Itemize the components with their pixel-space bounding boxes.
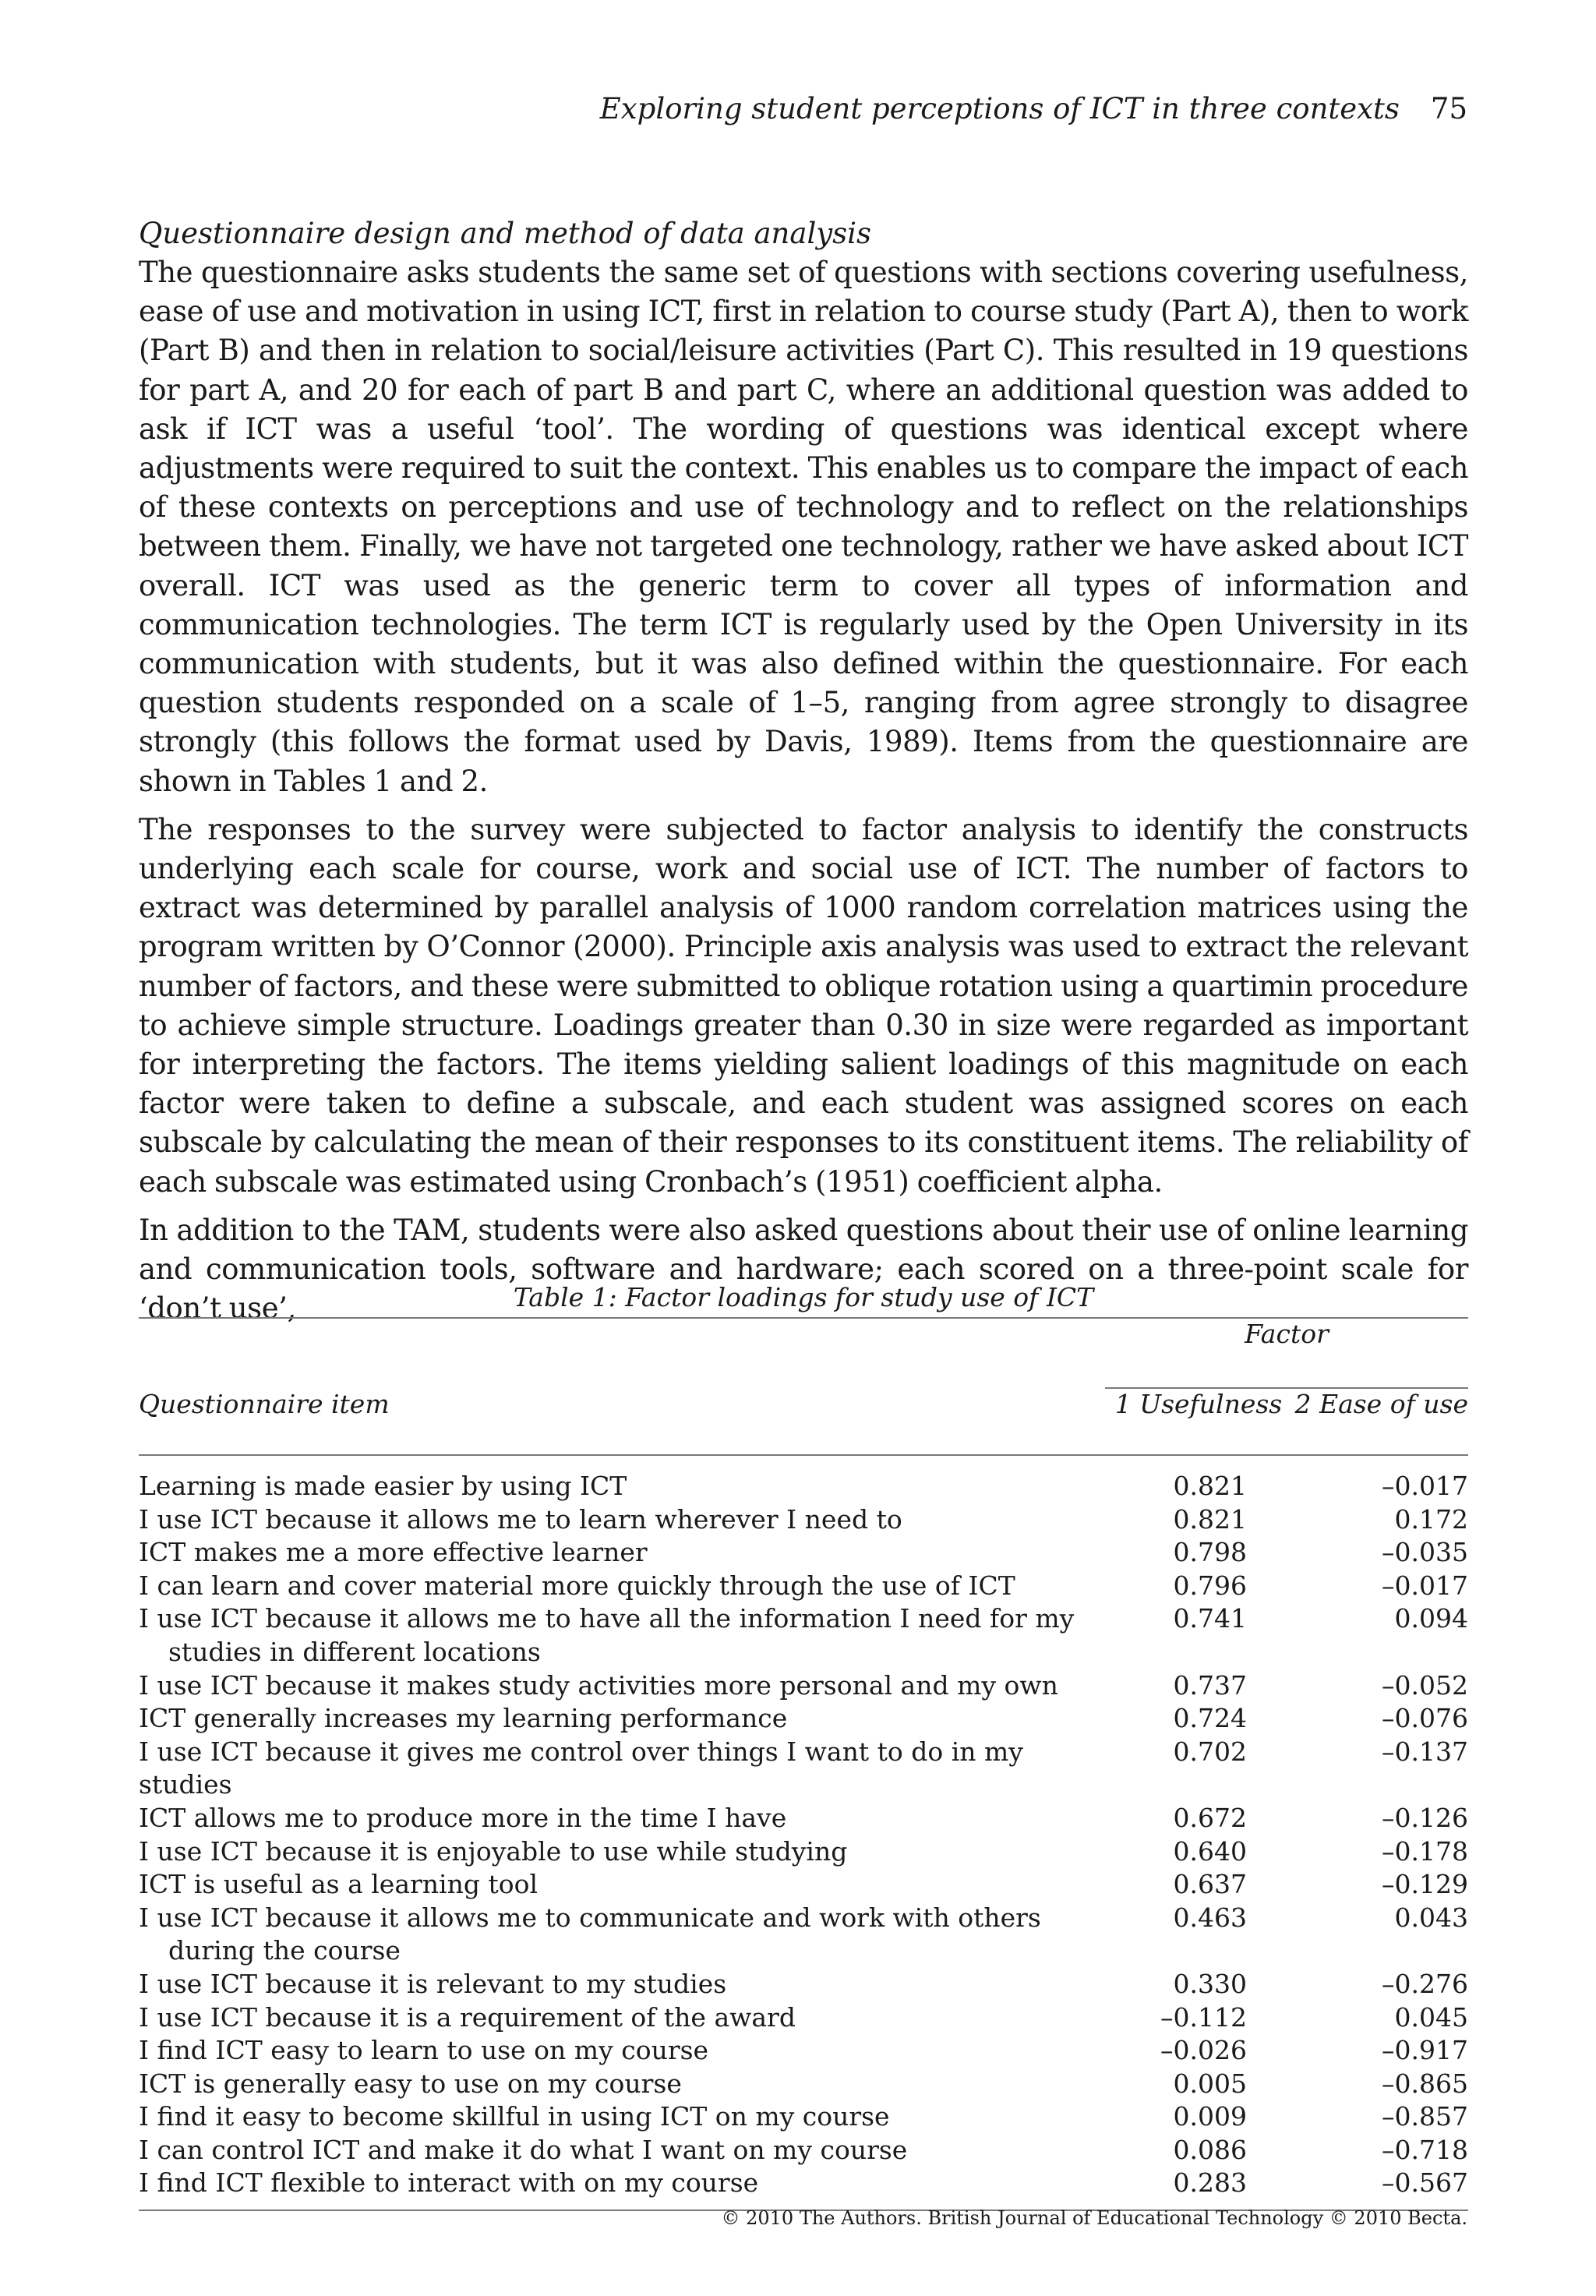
ease-of-use-loading: –0.718: [1382, 2134, 1468, 2165]
usefulness-loading: 0.821: [1173, 1471, 1247, 1501]
ease-of-use-loading: –0.276: [1382, 1968, 1468, 1999]
ease-of-use-loading: –0.017: [1382, 1471, 1468, 1501]
questionnaire-item: I can learn and cover material more quickly through the use of ICT: [139, 1570, 1015, 1601]
usefulness-loading: –0.112: [1160, 2001, 1247, 2033]
questionnaire-item: I use ICT because it allows me to learn wherever I need to: [139, 1503, 902, 1535]
table-row: [139, 1669, 1468, 1703]
usefulness-loading: 0.637: [1173, 1869, 1247, 1900]
questionnaire-item-cell: [139, 1968, 1105, 2001]
questionnaire-item: I can control ICT and make it do what I want on my course: [139, 2134, 908, 2165]
ease-of-use-loading: –0.126: [1382, 1802, 1468, 1833]
table-row: [139, 1902, 1468, 1968]
paragraph-questionnaire-design: The questionnaire asks students the same set of questions with sections covering usefulness, ease of use and motivation in using ICT, first in relation to course study (Part A), then to work (Part B) and then in relation to social/leisure activities (Part C). This resulted in 19 questions for part A, and 20 for each of part B and part C, where an additional question was added to ask if ICT was a useful ‘tool’. The wording of questions was identical except where adjustments were required to suit the context. This enables us to compare the impact of each of these contexts on perceptions and use of technology and to reflect on the relationships between them. Finally, we have not targeted one technology, rather we have asked about ICT overall. ICT was used as the generic term to cover all types of information and communication technologies. The term ICT is regularly used by the Open University in its communication with students, but it was also defined within the questionnaire. For each question students responded on a scale of 1–5, ranging from agree strongly to disagree strongly (this follows the format used by Davis, 1989). Items from the questionnaire are shown in Tables 1 and 2.: [139, 256, 1468, 798]
ease-of-use-loading: –0.865: [1382, 2068, 1468, 2099]
questionnaire-item: I use ICT because it gives me control over things I want to do in my studies: [139, 1736, 1023, 1800]
table-row: [139, 2001, 1468, 2035]
copyright-footer: © 2010 The Authors. British Journal of Educational Technology © 2010 Becta.: [721, 2207, 1467, 2229]
running-head: [600, 92, 1467, 125]
questionnaire-item: ICT is useful as a learning tool: [139, 1869, 538, 1900]
questionnaire-item: I use ICT because it is enjoyable to use while studying: [139, 1835, 848, 1867]
questionnaire-item-continuation: studies in different locations: [168, 1636, 541, 1667]
questionnaire-item: ICT allows me to produce more in the time I have: [139, 1802, 787, 1833]
usefulness-loading: 0.009: [1173, 2101, 1247, 2132]
ease-of-use-loading: –0.129: [1382, 1869, 1468, 1900]
questionnaire-item-cell: [139, 2167, 1105, 2200]
questionnaire-item-cell: [139, 1669, 1105, 1703]
section-heading: Questionnaire design and method of data analysis: [139, 217, 871, 250]
paragraph-tam-tools: In addition to the TAM, students were also asked questions about their use of online learning and communication tools, software and hardware; each scored on a three-point scale for ‘don’t use’,: [139, 1213, 1468, 1326]
table-row: [139, 1835, 1468, 1869]
table-caption: Table 1: Factor loadings for study use of ICT: [513, 1282, 1094, 1312]
questionnaire-item-continuation: during the course: [168, 1935, 401, 1966]
usefulness-loading: 0.724: [1173, 1703, 1247, 1734]
usefulness-loading: 0.086: [1173, 2134, 1247, 2165]
table-row: [139, 1868, 1468, 1902]
questionnaire-item: I find it easy to become skillful in using ICT on my course: [139, 2101, 890, 2132]
table-row: [139, 1570, 1468, 1603]
questionnaire-item-cell: [139, 1802, 1105, 1835]
questionnaire-item-cell: [139, 2068, 1105, 2101]
table-row: [139, 1802, 1468, 1835]
questionnaire-item: I use ICT because it makes study activities more personal and my own: [139, 1669, 1058, 1701]
usefulness-loading: 0.463: [1173, 1902, 1247, 1933]
questionnaire-item-cell: [139, 1602, 1105, 1669]
factor-loadings-table: [139, 1319, 1468, 2211]
questionnaire-item: Learning is made easier by using ICT: [139, 1471, 627, 1501]
factor-loadings-table-block: [139, 1278, 1468, 2211]
ease-of-use-loading: –0.857: [1382, 2101, 1468, 2132]
table-row: [139, 1736, 1468, 1802]
usefulness-loading: –0.026: [1160, 2035, 1247, 2066]
usefulness-loading: 0.798: [1173, 1537, 1247, 1568]
table-row: [139, 1536, 1468, 1570]
questionnaire-item-cell: [139, 1570, 1105, 1603]
usefulness-loading: 0.005: [1173, 2068, 1247, 2099]
column-header-item: Questionnaire item: [139, 1389, 1105, 1455]
questionnaire-item: I use ICT because it allows me to have all the information I need for my: [139, 1603, 1075, 1634]
ease-of-use-loading: –0.035: [1382, 1537, 1468, 1568]
questionnaire-item-cell: [139, 2134, 1105, 2167]
table-row: [139, 2167, 1468, 2200]
ease-of-use-loading: 0.045: [1394, 2001, 1468, 2033]
table-row: [139, 1503, 1468, 1537]
running-title: Exploring student perceptions of ICT in three contexts: [599, 92, 1400, 125]
table-row: [139, 2068, 1468, 2101]
usefulness-loading: 0.821: [1173, 1503, 1247, 1535]
ease-of-use-loading: –0.137: [1382, 1736, 1468, 1767]
ease-of-use-loading: –0.076: [1382, 1703, 1468, 1734]
page-number: 75: [1430, 92, 1467, 125]
questionnaire-item-cell: [139, 1835, 1105, 1869]
questionnaire-item-cell: [139, 2034, 1105, 2068]
ease-of-use-loading: –0.178: [1382, 1835, 1468, 1867]
questionnaire-item-cell: [139, 1702, 1105, 1736]
table-row: [139, 1702, 1468, 1736]
body-text: [139, 214, 1468, 1337]
paragraph-factor-analysis: The responses to the survey were subjected to factor analysis to identify the constructs underlying each scale for course, work and social use of ICT. The number of factors to extract was determined by parallel analysis of 1000 random correlation matrices using the program written by O’Connor (2000). Principle axis analysis was used to extract the relevant number of factors, and these were submitted to oblique rotation using a quartimin procedure to achieve simple structure. Loadings greater than 0.30 in size were regarded as important for interpreting the factors. The items yielding salient loadings of this magnitude on each factor were taken to define a subscale, and each student was assigned scores on each subscale by calculating the mean of their responses to its constituent items. The reliability of each subscale was estimated using Cronbach’s (1951) coefficient alpha.: [139, 812, 1468, 1199]
questionnaire-item: I use ICT because it is a requirement of the award: [139, 2001, 796, 2033]
column-header-usefulness: 1 Usefulness: [1105, 1389, 1292, 1455]
usefulness-loading: 0.796: [1173, 1570, 1247, 1601]
table-row: [139, 1470, 1468, 1503]
table-row: [139, 2134, 1468, 2167]
questionnaire-item-cell: [139, 1536, 1105, 1570]
table-row: [139, 1968, 1468, 2001]
ease-of-use-loading: –0.017: [1382, 1570, 1468, 1601]
ease-of-use-loading: –0.052: [1382, 1669, 1468, 1701]
usefulness-loading: 0.283: [1173, 2167, 1247, 2199]
column-header-ease-of-use: 2 Ease of use: [1292, 1389, 1468, 1455]
questionnaire-item-cell: [139, 1736, 1105, 1802]
table-row: [139, 1602, 1468, 1669]
questionnaire-item: I use ICT because it is relevant to my studies: [139, 1968, 727, 1999]
questionnaire-item-cell: [139, 1470, 1105, 1503]
factor-header: Factor: [1105, 1319, 1468, 1389]
ease-of-use-loading: –0.917: [1382, 2035, 1468, 2066]
table-row: [139, 2100, 1468, 2134]
questionnaire-item: I find ICT easy to learn to use on my course: [139, 2035, 709, 2066]
questionnaire-item: I find ICT flexible to interact with on my course: [139, 2167, 759, 2199]
ease-of-use-loading: 0.094: [1394, 1603, 1468, 1634]
usefulness-loading: 0.640: [1173, 1835, 1247, 1867]
ease-of-use-loading: 0.043: [1394, 1902, 1468, 1933]
questionnaire-item: ICT is generally easy to use on my course: [139, 2068, 682, 2099]
table-body: [139, 1455, 1468, 2210]
ease-of-use-loading: 0.172: [1394, 1503, 1468, 1535]
questionnaire-item: I use ICT because it allows me to communicate and work with others: [139, 1902, 1041, 1933]
questionnaire-item-cell: [139, 2100, 1105, 2134]
questionnaire-item: ICT generally increases my learning performance: [139, 1703, 788, 1734]
questionnaire-item-cell: [139, 2001, 1105, 2035]
usefulness-loading: 0.330: [1173, 1968, 1247, 1999]
questionnaire-item-cell: [139, 1868, 1105, 1902]
usefulness-loading: 0.702: [1173, 1736, 1247, 1767]
questionnaire-item: ICT makes me a more effective learner: [139, 1537, 648, 1568]
table-row: [139, 2034, 1468, 2068]
questionnaire-item-cell: [139, 1503, 1105, 1537]
usefulness-loading: 0.741: [1173, 1603, 1247, 1634]
ease-of-use-loading: –0.567: [1382, 2167, 1468, 2199]
questionnaire-item-cell: [139, 1902, 1105, 1968]
usefulness-loading: 0.672: [1173, 1802, 1247, 1833]
usefulness-loading: 0.737: [1173, 1669, 1247, 1701]
